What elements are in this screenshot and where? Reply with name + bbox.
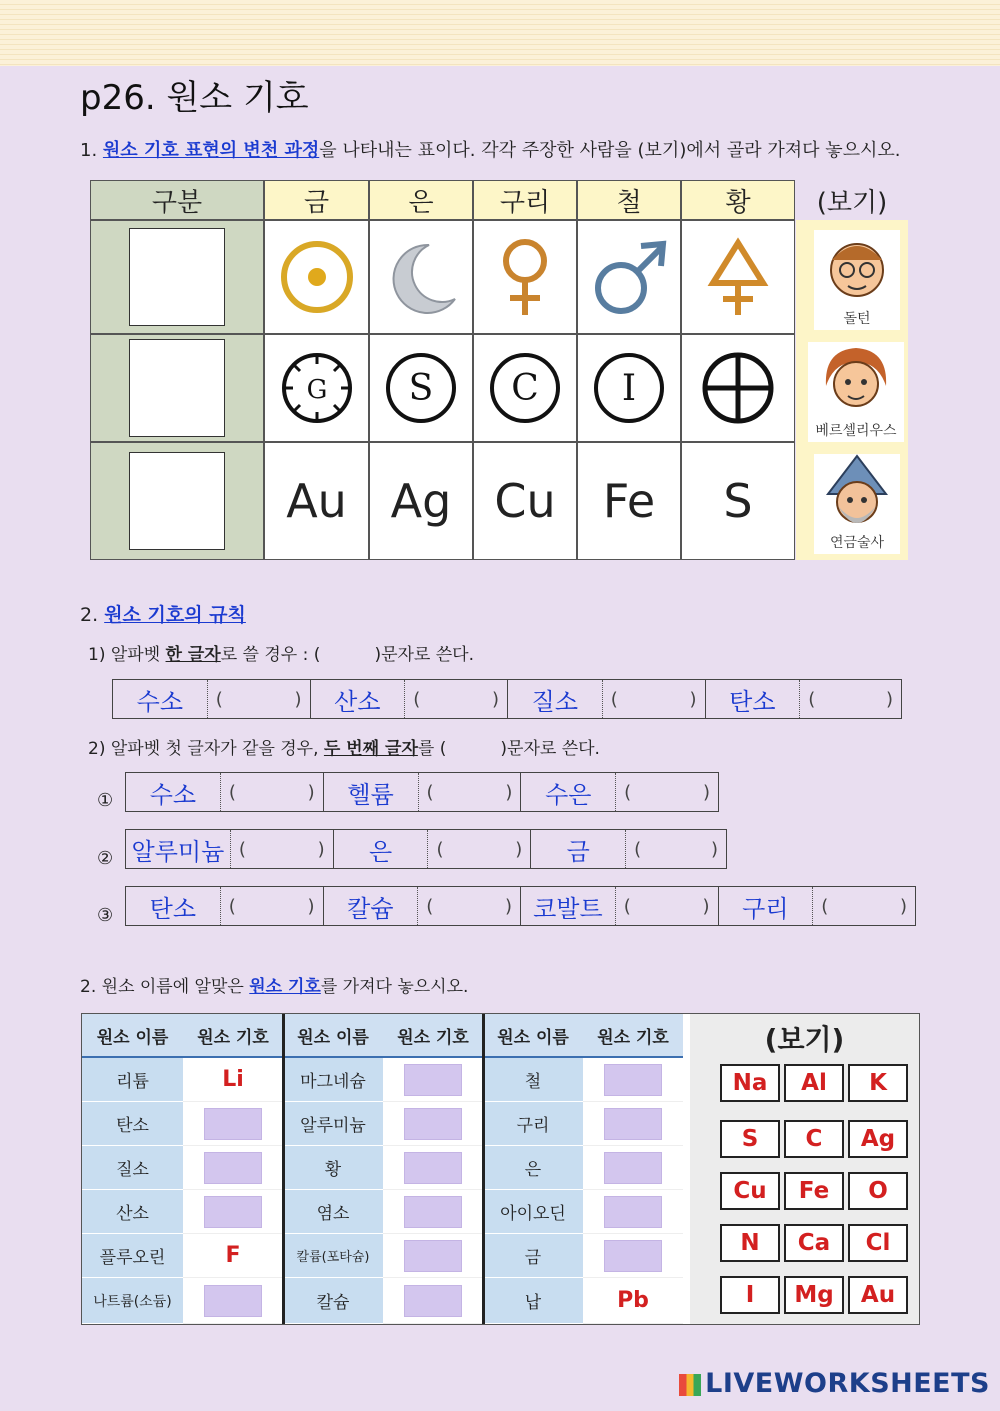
modern-symbol-ag: Ag [369, 442, 473, 560]
element-symbol-cell [383, 1146, 483, 1190]
modern-symbol-au: Au [264, 442, 369, 560]
drop-cell-row2 [90, 334, 264, 442]
question-highlight: 원소 기호 표현의 변천 과정 [102, 140, 320, 161]
symbol-chip-i[interactable]: I [720, 1276, 780, 1314]
drop-target[interactable] [129, 228, 225, 326]
paren-close: ) [689, 688, 697, 710]
paren-open: ( [238, 838, 246, 860]
header-copper: 구리 [473, 180, 577, 220]
drop-cell-row3 [90, 442, 264, 560]
header-element-name: 원소 이름 [283, 1014, 383, 1058]
live-badge-icon [679, 1374, 701, 1396]
dalton-silver-symbol [369, 334, 473, 442]
element-symbol-cell [183, 1146, 283, 1190]
paren-close: ) [294, 688, 302, 710]
dalton-gold-symbol [264, 334, 369, 442]
element-name-cell: 리튬 [82, 1058, 183, 1102]
rule-2-pre: 2) 알파벳 첫 글자가 같을 경우, [88, 739, 324, 759]
paren-open: ( [228, 895, 236, 917]
rule-1-bold: 한 글자 [165, 645, 221, 665]
alchemist-face-icon [814, 454, 900, 534]
modern-symbol-s: S [681, 442, 795, 560]
element-symbol-cell: F [183, 1234, 283, 1278]
top-band [0, 0, 1000, 66]
element-name: 탄소 [126, 887, 221, 925]
symbol-chip-n[interactable]: N [720, 1224, 780, 1262]
dalton-letter-c: C [511, 368, 539, 409]
drop-slot[interactable] [604, 1240, 662, 1272]
answer-blank[interactable] [626, 830, 726, 868]
paren-open: ( [808, 688, 816, 710]
symbol-chip-ca[interactable]: Ca [784, 1224, 844, 1262]
drop-slot[interactable] [604, 1152, 662, 1184]
element-name-cell: 금 [483, 1234, 583, 1278]
answer-blank[interactable] [813, 887, 915, 925]
element-name: 코발트 [521, 887, 616, 925]
rule-2-blank[interactable] [446, 739, 500, 759]
question-number: 1. [80, 140, 98, 161]
symbol-chip-al[interactable]: Al [784, 1064, 844, 1102]
paren-close: ) [491, 688, 499, 710]
rule-2-end: )문자로 쓴다. [500, 739, 600, 759]
section-number: 2. [80, 977, 97, 997]
person-card-berzelius[interactable] [808, 342, 904, 442]
column-divider [282, 1014, 285, 1324]
element-name: 은 [334, 830, 429, 868]
symbol-chip-na[interactable]: Na [720, 1064, 780, 1102]
element-name-cell: 질소 [82, 1146, 183, 1190]
symbol-chip-s[interactable]: S [720, 1120, 780, 1158]
element-symbol-cell [183, 1278, 283, 1324]
element-name: 수은 [521, 773, 616, 811]
element-name: 헬륨 [324, 773, 419, 811]
paren-open: ( [623, 895, 631, 917]
symbol-chip-au[interactable]: Au [848, 1276, 908, 1314]
element-name-cell: 마그네슘 [283, 1058, 383, 1102]
section-2-heading [80, 600, 246, 627]
rule-1-pre: 1) 알파벳 [88, 645, 166, 665]
paren-close: ) [710, 838, 718, 860]
element-name-cell: 칼슘 [283, 1278, 383, 1324]
single-letter-row [112, 679, 902, 719]
paren-close: ) [317, 838, 325, 860]
element-name: 구리 [719, 887, 814, 925]
symbol-bank [690, 1014, 919, 1324]
person-name-dalton: 돌턴 [843, 311, 871, 327]
rule-1-end: )문자로 쓴다. [374, 645, 474, 665]
element-name-cell: 구리 [483, 1102, 583, 1146]
drop-slot[interactable] [204, 1152, 262, 1184]
group-mark: ② [97, 848, 114, 869]
question-text: 을 나타내는 표이다. 각각 주장한 사람을 (보기)에서 골라 가져다 놓으시오. [319, 140, 901, 161]
modern-symbol-cu: Cu [473, 442, 577, 560]
element-symbol-cell [383, 1278, 483, 1324]
element-name-cell: 철 [483, 1058, 583, 1102]
dalton-letter-g: G [306, 375, 327, 405]
liveworksheets-logo [679, 1368, 990, 1399]
brand-text: LIVEWORKSHEETS [705, 1368, 990, 1399]
paren-close: ) [515, 838, 523, 860]
question-1 [80, 136, 901, 162]
dalton-letter-i: I [621, 368, 637, 409]
element-symbol-cell [583, 1234, 683, 1278]
answer-blank[interactable] [208, 680, 311, 718]
dalton-iron-symbol [577, 334, 681, 442]
answer-blank[interactable] [800, 680, 901, 718]
group-2-row [125, 829, 727, 869]
element-name-cell: 아이오딘 [483, 1190, 583, 1234]
drop-slot[interactable] [604, 1196, 662, 1228]
element-name-cell: 플루오린 [82, 1234, 183, 1278]
element-symbol-cell [583, 1190, 683, 1234]
element-name-cell: 납 [483, 1278, 583, 1324]
drop-slot[interactable] [604, 1064, 662, 1096]
answer-blank[interactable] [231, 830, 334, 868]
group-mark: ③ [97, 905, 114, 926]
drop-slot[interactable] [404, 1152, 462, 1184]
page-title: p26. 원소 기호 [80, 78, 309, 118]
header-gold: 금 [264, 180, 369, 220]
section-3-post: 를 가져다 놓으시오. [320, 977, 469, 997]
paren-close: ) [885, 688, 893, 710]
header-category: 구분 [90, 180, 264, 220]
symbol-chip-fe[interactable]: Fe [784, 1172, 844, 1210]
group-mark: ① [97, 790, 114, 811]
element-symbol-cell [583, 1058, 683, 1102]
element-name: 금 [531, 830, 626, 868]
header-silver: 은 [369, 180, 473, 220]
rule-1 [88, 640, 474, 665]
element-symbol-cell [183, 1102, 283, 1146]
person-card-dalton[interactable] [814, 230, 900, 330]
answer-blank[interactable] [405, 680, 508, 718]
mars-iron-icon [577, 220, 681, 334]
element-name: 알루미늄 [126, 830, 231, 868]
drop-target[interactable] [129, 452, 225, 550]
berzelius-face-icon [808, 342, 904, 422]
person-name-alchemist: 연금술사 [829, 535, 885, 551]
sun-gold-icon [264, 220, 369, 334]
symbol-chip-k[interactable]: K [848, 1064, 908, 1102]
dalton-letter-s: S [408, 368, 434, 409]
paren-open: ( [436, 838, 444, 860]
drop-slot[interactable] [404, 1196, 462, 1228]
paren-close: ) [899, 895, 907, 917]
rule-1-blank[interactable] [320, 645, 374, 665]
symbol-chip-c[interactable]: C [784, 1120, 844, 1158]
moon-silver-icon [369, 220, 473, 334]
section-3-heading [80, 972, 468, 997]
rule-1-post: 로 쓸 경우 : ( [220, 645, 321, 665]
element-symbol-cell [583, 1146, 683, 1190]
drop-slot[interactable] [404, 1285, 462, 1317]
dalton-face-icon [814, 230, 900, 310]
paren-close: ) [504, 895, 512, 917]
paren-open: ( [634, 838, 642, 860]
drop-slot[interactable] [204, 1108, 262, 1140]
header-element-symbol: 원소 기호 [383, 1014, 483, 1058]
symbol-chip-cl[interactable]: Cl [848, 1224, 908, 1262]
drop-slot[interactable] [404, 1240, 462, 1272]
section-3-pre: 원소 이름에 알맞은 [101, 977, 250, 997]
group-3-row [125, 886, 916, 926]
drop-cell-row1 [90, 220, 264, 334]
symbol-chip-cu[interactable]: Cu [720, 1172, 780, 1210]
element-name: 탄소 [706, 680, 801, 718]
group-1-row [125, 772, 719, 812]
section-3-highlight: 원소 기호 [249, 977, 321, 997]
paren-open: ( [821, 895, 829, 917]
paren-open: ( [215, 688, 223, 710]
element-name-cell: 황 [283, 1146, 383, 1190]
rule-2-bold: 두 번째 글자 [323, 739, 418, 759]
element-name: 질소 [508, 680, 603, 718]
modern-symbol-fe: Fe [577, 442, 681, 560]
drop-slot[interactable] [204, 1285, 262, 1317]
symbol-bank-label: (보기) [764, 1023, 845, 1056]
rule-2 [88, 734, 600, 759]
header-element-name: 원소 이름 [82, 1014, 183, 1058]
paren-open: ( [426, 895, 434, 917]
paren-open: ( [426, 781, 434, 803]
header-iron: 철 [577, 180, 681, 220]
person-card-alchemist[interactable] [814, 454, 900, 554]
sulfur-alchemy-icon [681, 220, 795, 334]
element-name-cell: 염소 [283, 1190, 383, 1234]
element-symbol-cell [383, 1190, 483, 1234]
answer-blank[interactable] [428, 830, 531, 868]
paren-open: ( [228, 781, 236, 803]
paren-close: ) [307, 781, 315, 803]
symbol-chip-o[interactable]: O [848, 1172, 908, 1210]
element-name-cell: 나트륨(소듐) [82, 1278, 183, 1324]
column-divider [482, 1014, 485, 1324]
answer-blank[interactable] [603, 680, 706, 718]
answer-blank[interactable] [221, 887, 324, 925]
drop-slot[interactable] [404, 1108, 462, 1140]
element-symbol-cell [383, 1234, 483, 1278]
element-symbol-cell [583, 1102, 683, 1146]
element-name: 수소 [126, 773, 221, 811]
drop-slot[interactable] [204, 1196, 262, 1228]
section-number: 2. [80, 604, 99, 626]
header-element-symbol: 원소 기호 [583, 1014, 683, 1058]
element-name-cell: 은 [483, 1146, 583, 1190]
paren-open: ( [624, 781, 632, 803]
paren-close: ) [702, 781, 711, 803]
symbol-chip-mg[interactable]: Mg [784, 1276, 844, 1314]
paren-close: ) [702, 895, 710, 917]
drop-slot[interactable] [604, 1108, 662, 1140]
dalton-sulfur-symbol [681, 334, 795, 442]
person-name-berzelius: 베르셀리우스 [815, 423, 897, 439]
element-symbol-cell: Li [183, 1058, 283, 1102]
element-symbol-cell [383, 1102, 483, 1146]
bogi-header: (보기) [816, 187, 888, 218]
answer-blank[interactable] [221, 773, 324, 811]
venus-copper-icon [473, 220, 577, 334]
answer-blank[interactable] [419, 773, 522, 811]
answer-blank[interactable] [418, 887, 521, 925]
element-symbol-cell [183, 1190, 283, 1234]
drop-slot[interactable] [404, 1064, 462, 1096]
paren-close: ) [307, 895, 315, 917]
header-element-name: 원소 이름 [483, 1014, 583, 1058]
header-sulfur: 황 [681, 180, 795, 220]
element-name-cell: 칼륨(포타슘) [283, 1234, 383, 1278]
dalton-copper-symbol [473, 334, 577, 442]
element-symbol-cell [383, 1058, 483, 1102]
element-name-cell: 탄소 [82, 1102, 183, 1146]
paren-open: ( [413, 688, 421, 710]
section-heading-text: 원소 기호의 규칙 [104, 604, 246, 626]
element-name: 수소 [113, 680, 208, 718]
element-name-cell: 알루미늄 [283, 1102, 383, 1146]
element-name-cell: 산소 [82, 1190, 183, 1234]
rule-2-post: 를 ( [417, 739, 447, 759]
answer-blank[interactable] [616, 887, 719, 925]
element-name: 산소 [311, 680, 406, 718]
header-element-symbol: 원소 기호 [183, 1014, 283, 1058]
element-symbol-cell: Pb [583, 1278, 683, 1324]
paren-close: ) [505, 781, 513, 803]
answer-blank[interactable] [616, 773, 718, 811]
paren-open: ( [610, 688, 618, 710]
symbol-chip-ag[interactable]: Ag [848, 1120, 908, 1158]
drop-target[interactable] [129, 339, 225, 437]
element-name: 칼슘 [324, 887, 419, 925]
element-symbol-matching-table [81, 1013, 920, 1325]
